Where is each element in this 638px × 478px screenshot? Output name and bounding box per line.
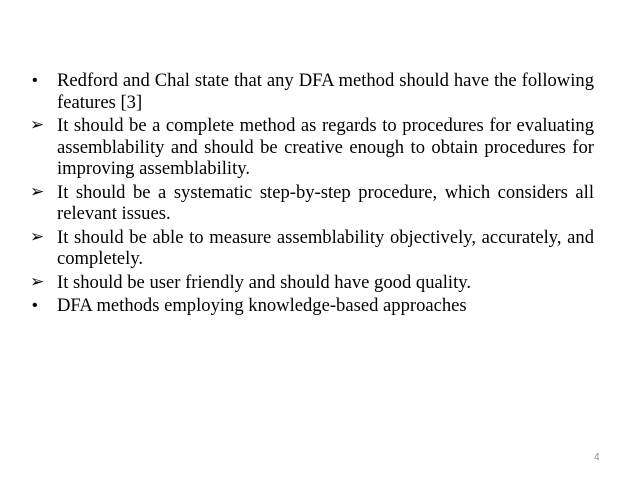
bullet-list <box>30 70 594 319</box>
arrow-bullet-icon: ➢ <box>30 271 45 292</box>
list-item-text: It should be user friendly and should have good quality. <box>57 271 471 293</box>
list-item <box>30 295 594 317</box>
page-number: 4 <box>594 452 600 463</box>
list-item <box>30 182 594 225</box>
arrow-bullet-icon: ➢ <box>30 181 45 202</box>
arrow-bullet-icon: ➢ <box>30 115 45 135</box>
list-item <box>30 272 594 294</box>
list-item <box>30 70 594 113</box>
list-item-text: DFA methods employing knowledge-based approaches <box>57 295 467 316</box>
arrow-bullet-icon: ➢ <box>30 226 45 247</box>
list-item <box>30 227 594 270</box>
list-item-text: It should be a systematic step-by-step procedure, which considers all relevant issues. <box>57 181 594 224</box>
list-item <box>30 115 594 180</box>
list-item-text: Redford and Chal state that any DFA method should have the following features [3] <box>57 70 594 113</box>
bullet-dot-icon: • <box>32 72 38 89</box>
bullet-dot-icon: • <box>32 297 38 314</box>
list-item-text: It should be a complete method as regards to procedures for evaluating assemblability and should be creative enough to obtain procedures for improving assemblability. <box>57 115 594 179</box>
list-item-text: It should be able to measure assemblability objectively, accurately, and completely. <box>57 226 594 269</box>
